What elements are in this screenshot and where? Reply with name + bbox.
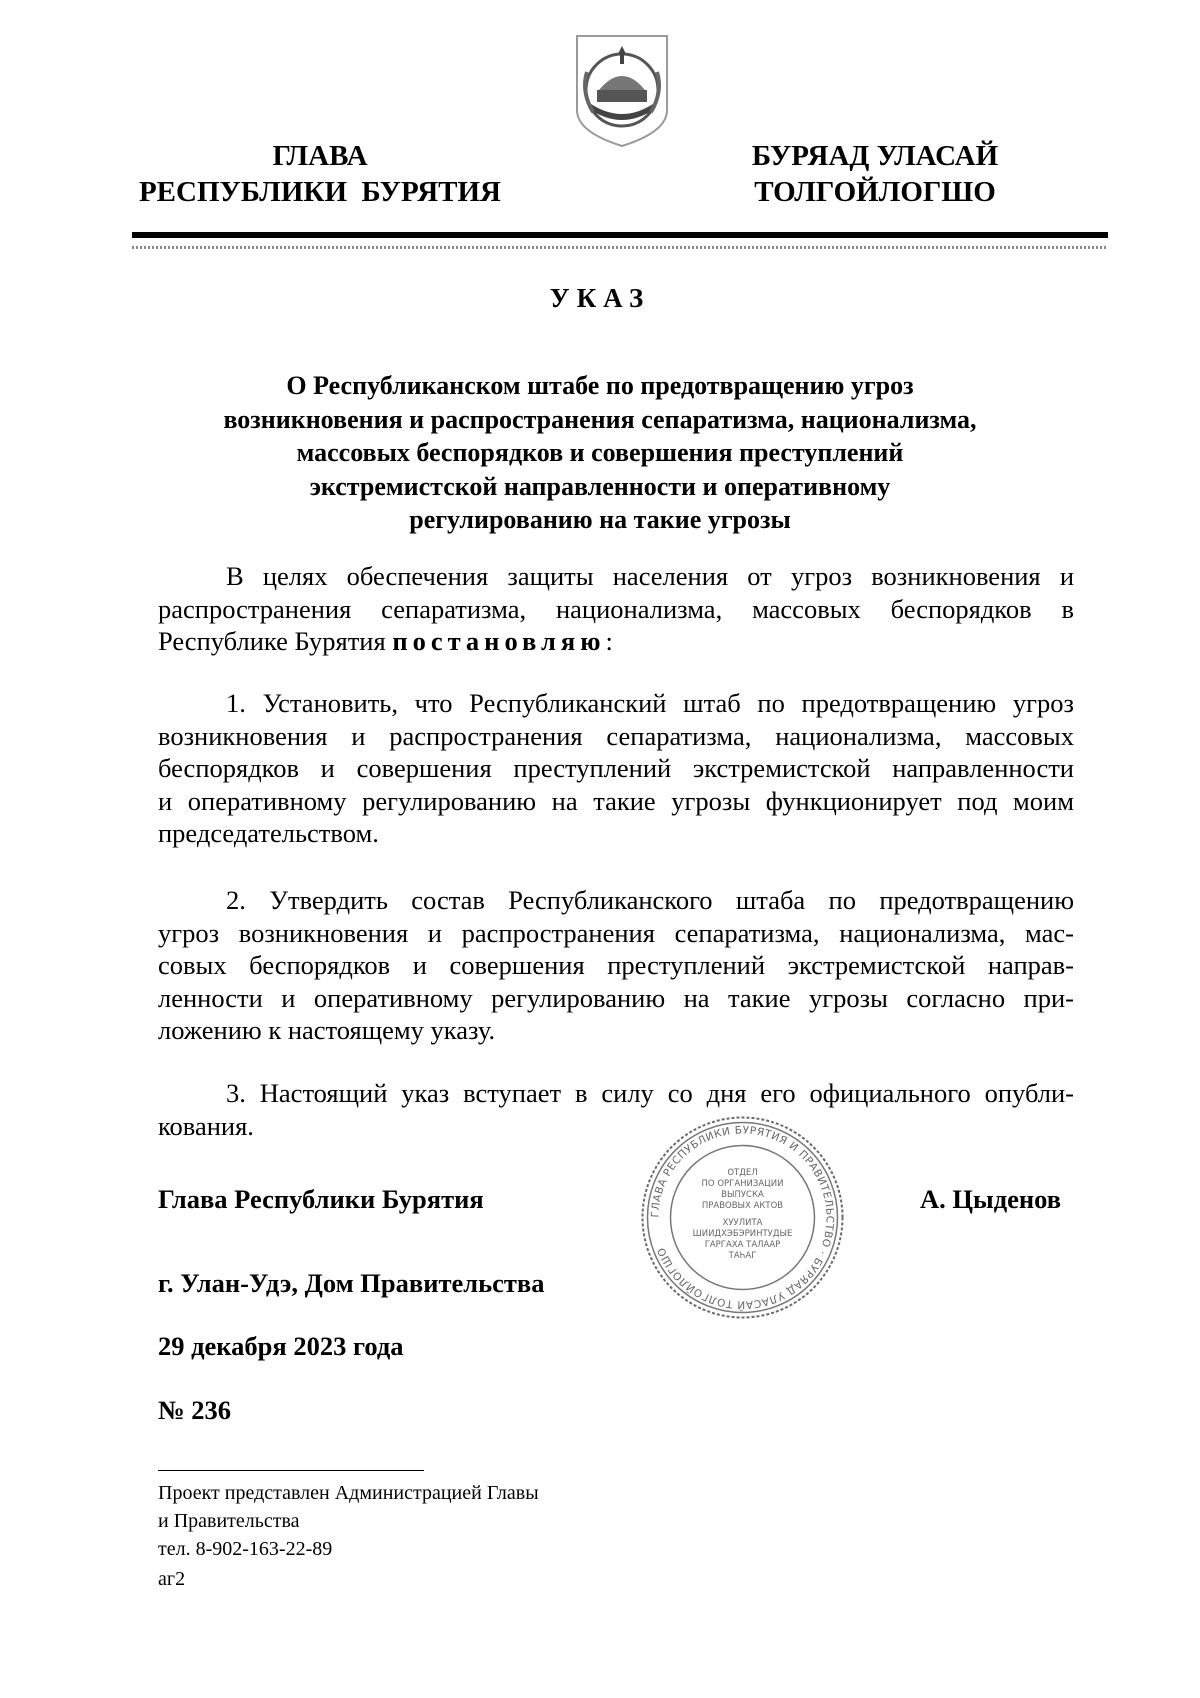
paragraph-line: ленности и оперативному регулированию на такие угрозы согласно при- (158, 982, 1074, 1013)
seal-inner-line: ВЫПУСКА (721, 1190, 764, 1200)
paragraph-line: В целях обеспечения защиты населения от угроз возникновения и (226, 561, 1074, 591)
footnote-line: Проект представлен Администрацией Главы (158, 1482, 539, 1504)
preamble-prefix: Республике Бурятия (158, 626, 393, 656)
paragraph-line: совых беспорядков и совершения преступлений экстремистской направ- (158, 950, 1074, 980)
paragraph-line (158, 625, 1074, 658)
seal-inner-line: ПО ОРГАНИЗАЦИИ (701, 1179, 784, 1189)
seal-inner-line: ПРАВОВЫХ АКТОВ (701, 1201, 784, 1211)
seal-outer-text: ГЛАВА РЕСПУБЛИКИ БУРЯТИЯ И ПРАВИТЕЛЬСТВО · БУРЯАД УЛАСАЙ ТОЛГОЙЛОГШО (649, 1124, 836, 1311)
decree-number: № 236 (158, 1395, 232, 1425)
footnote-divider (158, 1470, 424, 1471)
item-3-paragraph (158, 1077, 1074, 1142)
item-1-paragraph (158, 687, 1074, 850)
paragraph-line: 2. Утвердить состав Республиканского штаба по предотвращению (226, 885, 1074, 915)
paragraph-line: кования. (158, 1110, 254, 1141)
signatory-name: А. Цыденов (920, 1184, 1062, 1214)
footnote (158, 1479, 539, 1563)
issuer-title-bua-line: БУРЯАД УЛАСАЙ (751, 140, 999, 172)
decree-title: УКАЗ (549, 283, 651, 313)
paragraph-line: беспорядков и совершения преступлений экстремистской направленности (158, 753, 1074, 783)
subject-line: регулированию на такие угрозы (409, 505, 791, 534)
subject-line: массовых беспорядков и совершения преступлений (296, 438, 904, 467)
issuer-title-bua-line: ТОЛГОЙЛОГШО (754, 176, 996, 208)
subject-line: возникновения и распространения сепаратизма, национализма, (223, 404, 977, 434)
signing-place: г. Улан-Удэ, Дом Правительства (158, 1268, 545, 1298)
paragraph-line: возникновения и распространения сепаратизма, национализма, массовых (158, 720, 1074, 751)
paragraph-line: 1. Установить, что Республиканский штаб по предотвращению угроз (226, 688, 1074, 718)
issuer-title-bua (710, 138, 1040, 210)
decree-date: 29 декабря 2023 года (158, 1331, 404, 1361)
footnote-line: и Правительства (158, 1510, 300, 1532)
document-code: аг2 (158, 1568, 186, 1590)
paragraph-line: и оперативному регулированию на такие угрозы функционирует под моим (158, 785, 1074, 816)
seal-inner-line: ХУУЛИТА (722, 1218, 763, 1228)
signatory-title: Глава Республики Бурятия (158, 1184, 484, 1214)
coat-of-arms-icon (569, 32, 675, 150)
footnote-line: тел. 8-902-163-22-89 (158, 1538, 333, 1560)
decree-subject (180, 369, 1020, 537)
seal-inner-line: ГАРГАХА ТАЛААР (704, 1240, 781, 1250)
issuer-title-ru-line: РЕСПУБЛИКИ БУРЯТИЯ (138, 176, 502, 208)
item-2-paragraph (158, 884, 1074, 1047)
official-seal-icon (640, 1115, 845, 1320)
preamble-suffix: : (605, 626, 613, 656)
paragraph-line: 3. Настоящий указ вступает в силу со дня его официального опубли- (226, 1078, 1074, 1108)
decree-word: постановляю (392, 626, 606, 656)
paragraph-line: ложению к настоящему указу. (158, 1015, 496, 1045)
issuer-title-ru-line: ГЛАВА (272, 140, 368, 172)
paragraph-line: угроз возникновения и распространения сепаратизма, национализма, мас- (158, 917, 1074, 948)
subject-line: экстремистской направленности и оперативному (309, 471, 891, 501)
subject-line: О Республиканском штабе по предотвращению угроз (286, 371, 914, 400)
preamble-paragraph (158, 560, 1074, 658)
header-divider-thick (132, 232, 1108, 238)
issuer-title-ru (130, 138, 510, 210)
seal-inner-line: ТАҺАГ (728, 1251, 757, 1261)
header-divider-thin (132, 246, 1108, 249)
paragraph-line: председательством. (158, 818, 379, 848)
seal-inner-line: ОТДЕЛ (727, 1168, 758, 1178)
seal-inner-line: ШИИДХЭБЭРИНТУДЫЕ (692, 1229, 793, 1239)
paragraph-line: распространения сепаратизма, национализма, массовых беспорядков в (158, 593, 1074, 624)
